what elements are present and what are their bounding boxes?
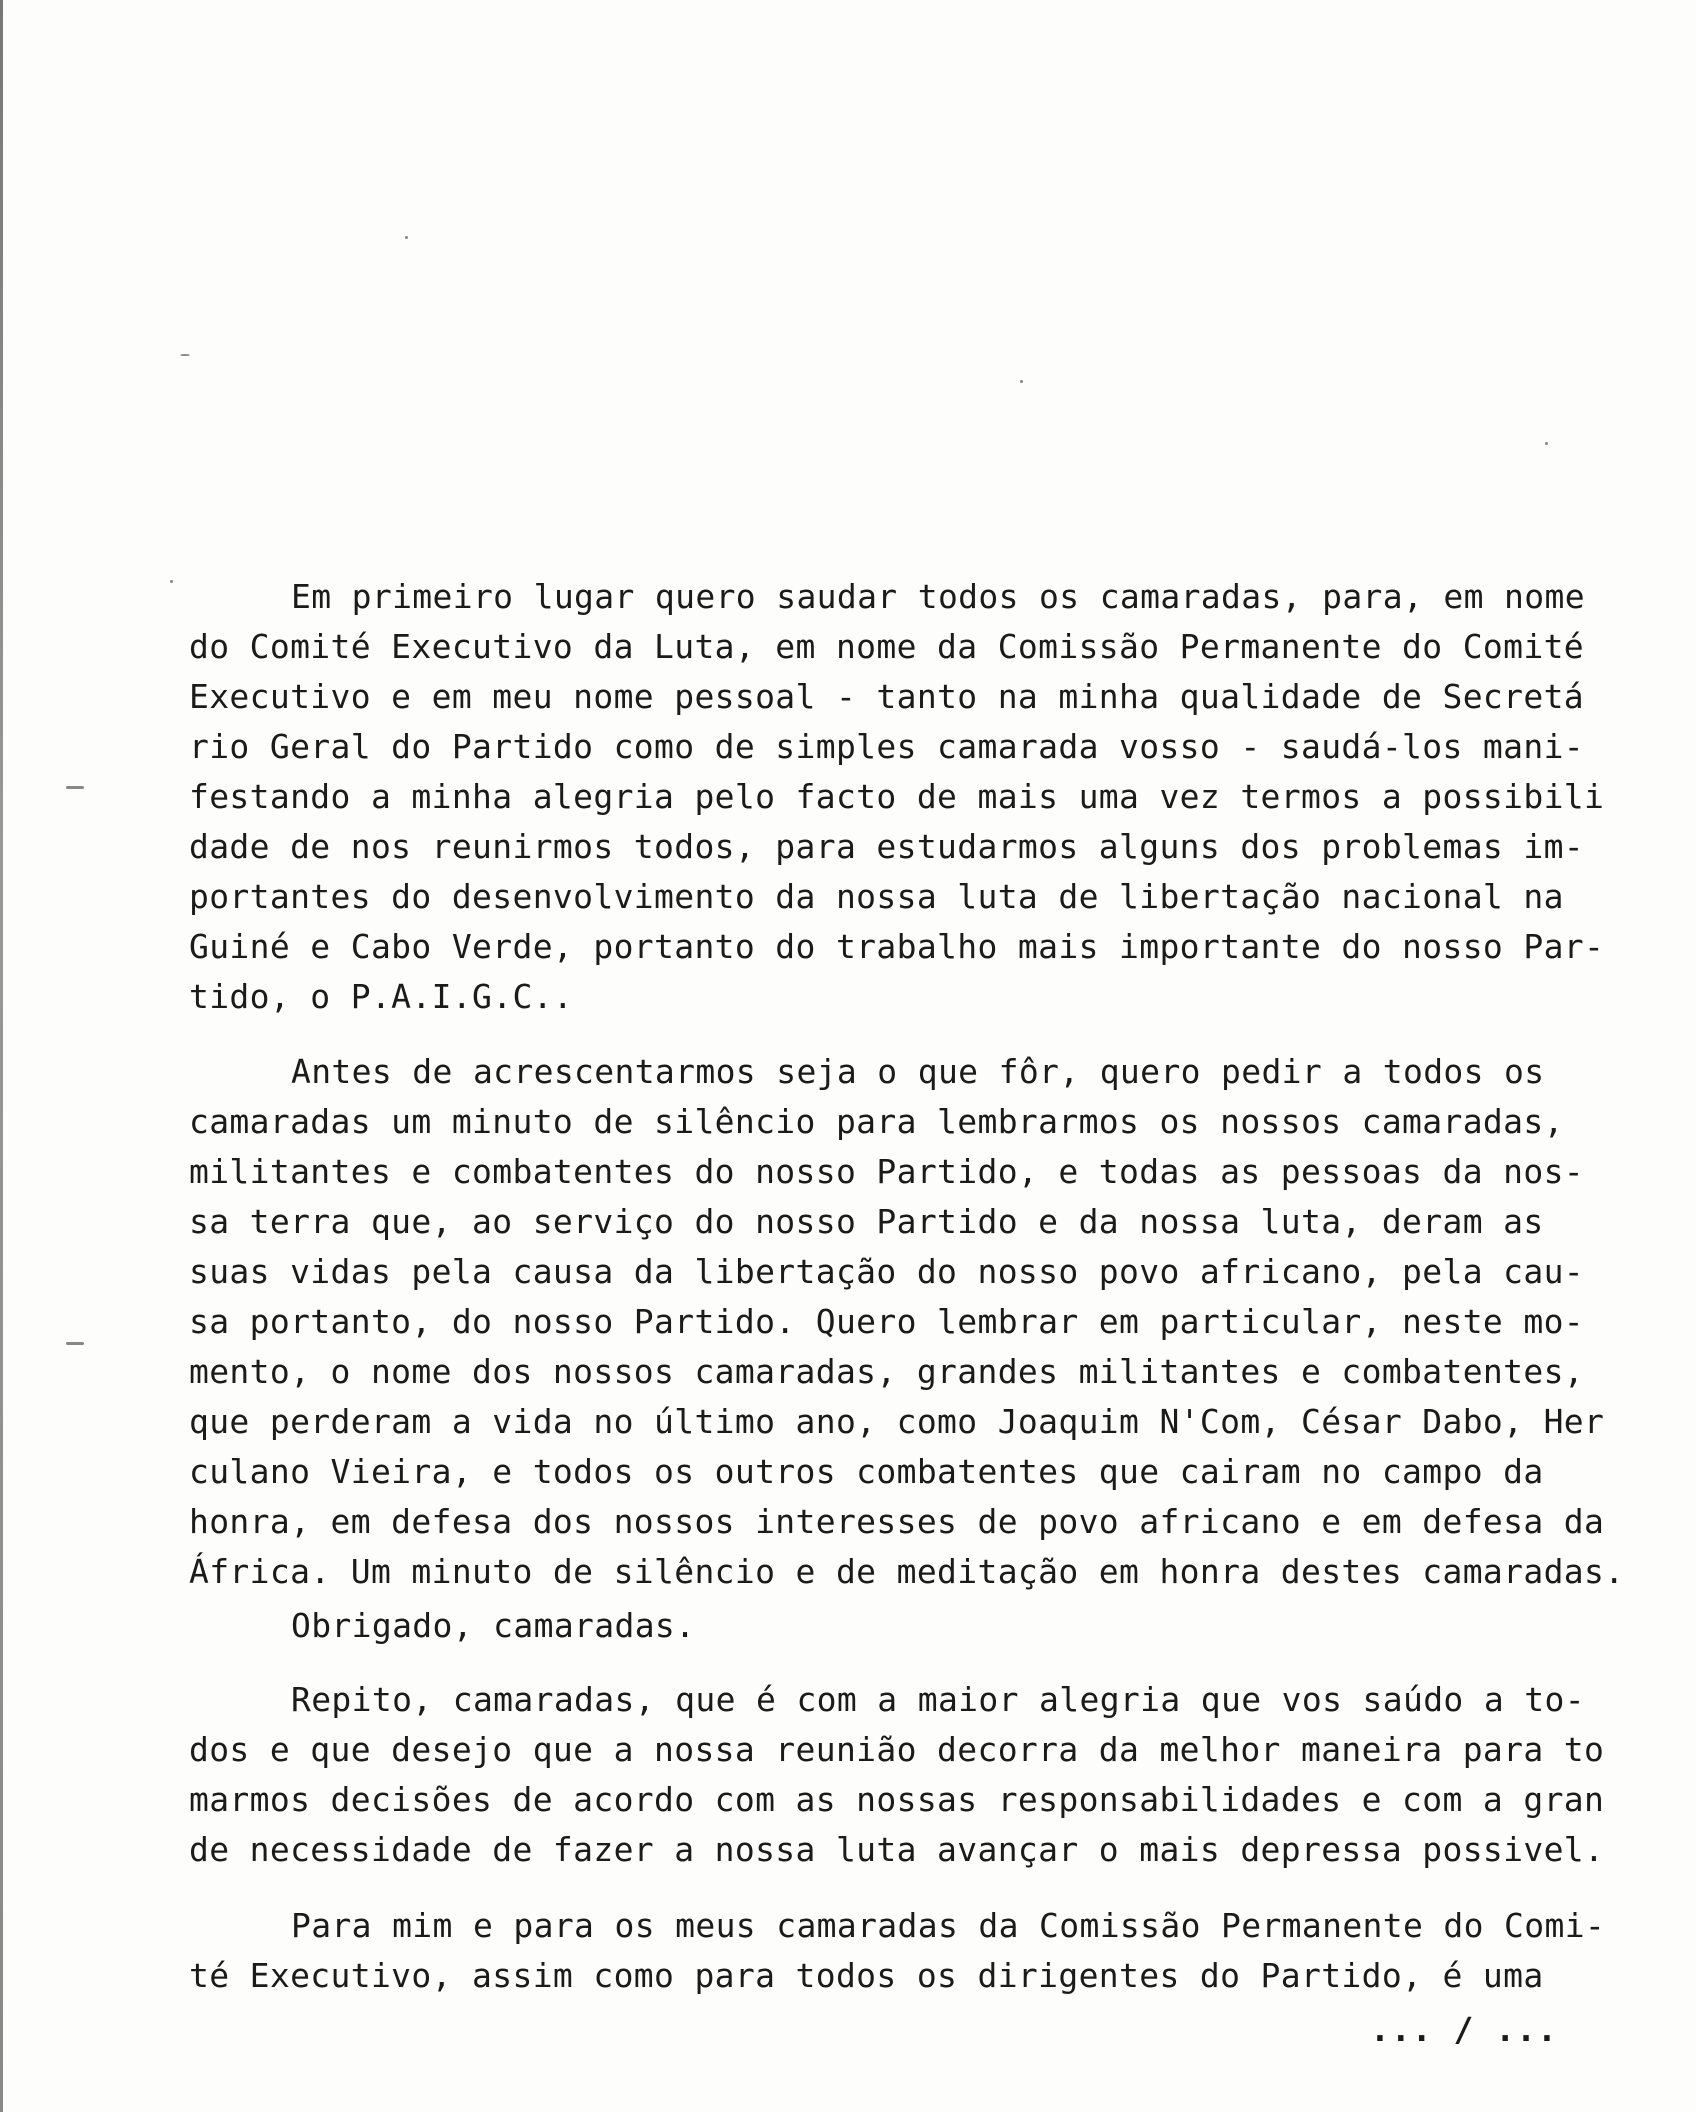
paragraph-1-line-3: Executivo e em meu nome pessoal - tanto na minha qualidade de Secretá [189, 677, 1585, 716]
paragraph-1-line-8: Guiné e Cabo Verde, portanto do trabalho mais importante do nosso Par- [189, 927, 1605, 966]
paragraph-3-line-1: Repito, camaradas, que é com a maior alegria que vos saúdo a to- [291, 1680, 1585, 1719]
paragraph-3-line-2: dos e que desejo que a nossa reunião decorra da melhor maneira para to [189, 1730, 1605, 1769]
paragraph-2-line-2: camaradas um minuto de silêncio para lembrarmos os nossos camaradas, [189, 1102, 1564, 1141]
paragraph-3-line-4: de necessidade de fazer a nossa luta avançar o mais depressa possivel. [189, 1830, 1605, 1869]
paragraph-2-line-6: sa portanto, do nosso Partido. Quero lembrar em particular, neste mo- [189, 1302, 1585, 1341]
scan-speck [66, 1342, 84, 1345]
paragraph-4-line-2: té Executivo, assim como para todos os dirigentes do Partido, é uma [189, 1956, 1544, 1995]
paragraph-2-line-4: sa terra que, ao serviço do nosso Partido e da nossa luta, deram as [189, 1202, 1544, 1241]
paragraph-2-line-10: honra, em defesa dos nossos interesses de povo africano e em defesa da [189, 1502, 1605, 1541]
paragraph-4-line-1: Para mim e para os meus camaradas da Comissão Permanente do Comi- [291, 1906, 1606, 1945]
paragraph-2-line-8: que perderam a vida no último ano, como Joaquim N'Com, César Dabo, Her [189, 1402, 1605, 1441]
scan-speck [170, 580, 173, 583]
paragraph-1-line-5: festando a minha alegria pelo facto de mais uma vez termos a possibili [189, 777, 1605, 816]
page-binding-edge [0, 0, 3, 2112]
paragraph-1-line-9: tido, o P.A.I.G.C.. [189, 977, 574, 1016]
paragraph-1-line-7: portantes do desenvolvimento da nossa luta de libertação nacional na [189, 877, 1564, 916]
scan-speck [1545, 442, 1548, 445]
paragraph-2-line-1: Antes de acrescentarmos seja o que fôr, quero pedir a todos os [291, 1052, 1545, 1091]
paragraph-1-line-1: Em primeiro lugar quero saudar todos os camaradas, para, em nome [291, 577, 1585, 616]
page-continuation-mark: ... / ... [1370, 2010, 1558, 2049]
paragraph-2-line-3: militantes e combatentes do nosso Partido, e todas as pessoas da nos- [189, 1152, 1585, 1191]
scan-speck [1020, 380, 1023, 383]
paragraph-2-line-12: Obrigado, camaradas. [291, 1606, 696, 1645]
paragraph-1-line-6: dade de nos reunirmos todos, para estudarmos alguns dos problemas im- [189, 827, 1585, 866]
paragraph-2-line-5: suas vidas pela causa da libertação do nosso povo africano, pela cau- [189, 1252, 1585, 1291]
paragraph-2-line-11: África. Um minuto de silêncio e de meditação em honra destes camaradas. [189, 1552, 1625, 1591]
scan-speck [180, 354, 190, 356]
paragraph-3-line-3: marmos decisões de acordo com as nossas responsabilidades e com a gran [189, 1780, 1605, 1819]
paragraph-1-line-4: rio Geral do Partido como de simples camarada vosso - saudá-los mani- [189, 727, 1585, 766]
paragraph-2-line-7: mento, o nome dos nossos camaradas, grandes militantes e combatentes, [189, 1352, 1585, 1391]
paragraph-2-line-9: culano Vieira, e todos os outros combatentes que cairam no campo da [189, 1452, 1544, 1491]
scan-speck [66, 786, 84, 789]
scan-speck [405, 236, 408, 239]
paragraph-1-line-2: do Comité Executivo da Luta, em nome da Comissão Permanente do Comité [189, 627, 1585, 666]
